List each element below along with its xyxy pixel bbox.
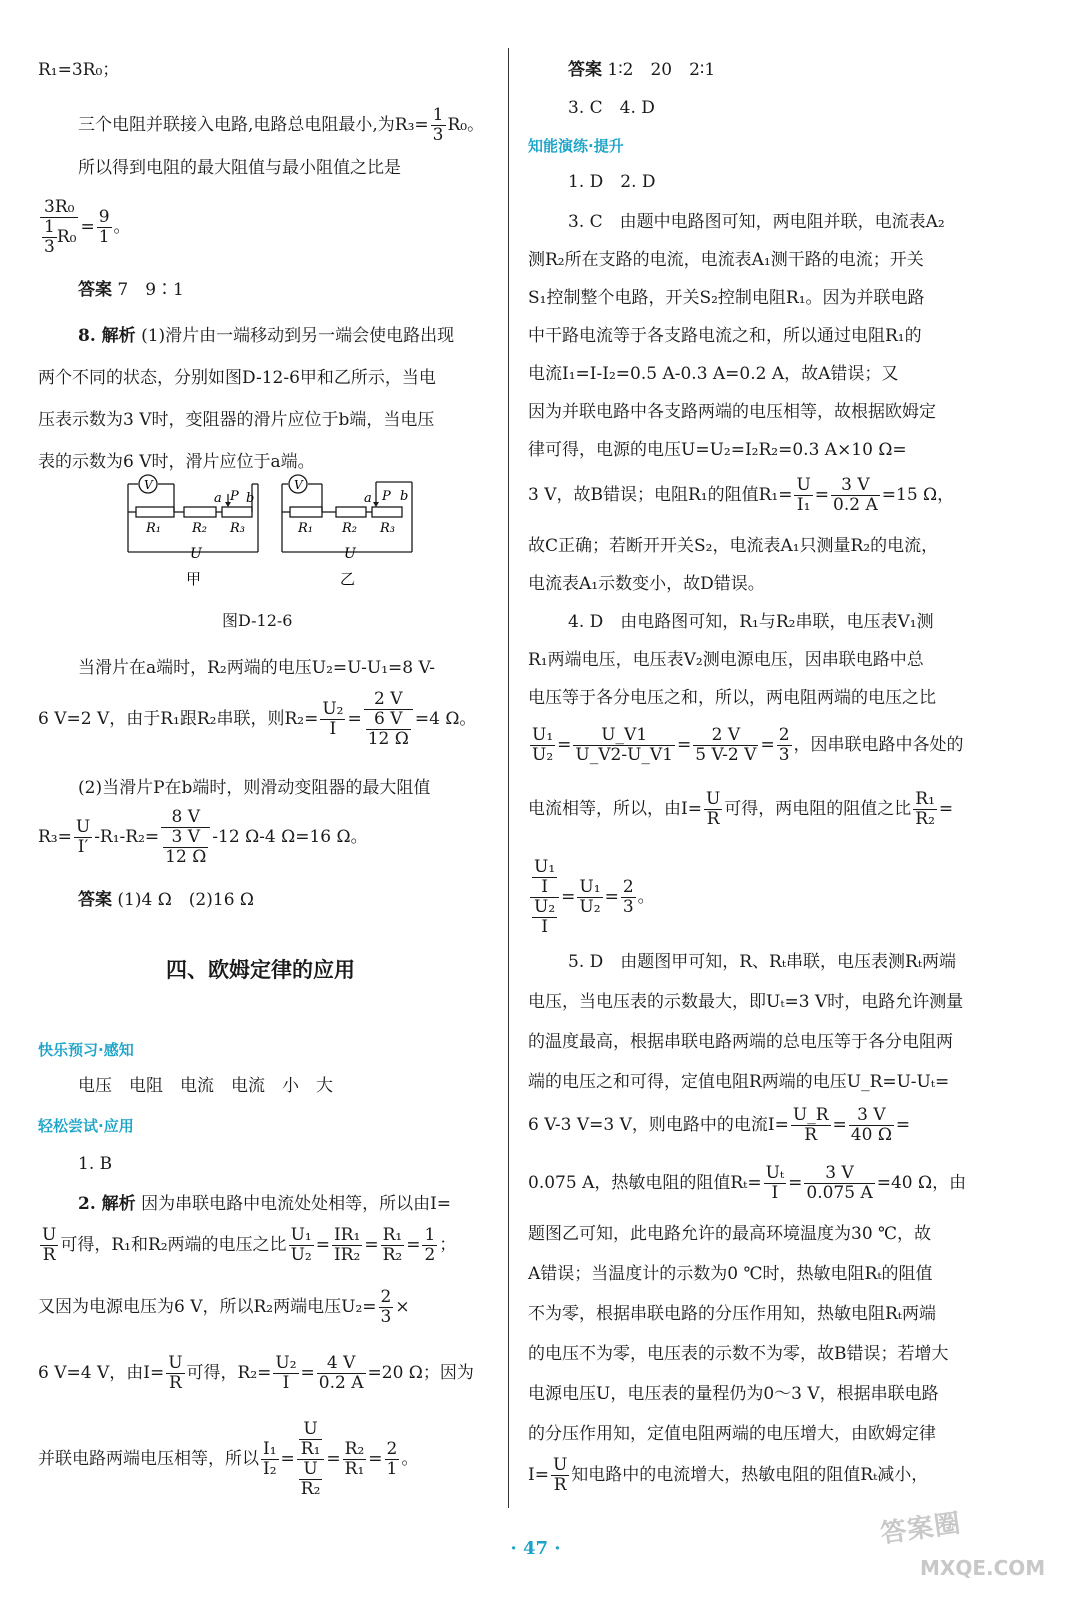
- svg-text:乙: 乙: [340, 570, 356, 588]
- equation: 3 V，故B错误；电阻R₁的阻值R₁= $\frac{U}{\text{I₁}}$ = $\frac{3 V}{0.2 A}$ =15 Ω，: [528, 475, 955, 515]
- fraction: 3R₀ $\frac{1}{3}$ R₀: [40, 198, 78, 257]
- svg-text:甲: 甲: [186, 570, 202, 588]
- text-line: 5. D 由题图甲可知，R、Rₜ串联，电压表测Rₜ两端: [568, 952, 957, 972]
- text-line: 的温度最高，根据串联电路两端的总电压等于各分电阻两: [528, 1032, 953, 1052]
- equation: $\frac{U}{R}$ 可得，R₁和R₂两端的电压之比 $\frac{\text{U₁}}{\text{U₂}}$ = $\frac{\text{IR₁}}{\text{IR₂}}$ = $\frac{\text{R₁}}{\text{R₂}}$ = $\frac{1}{2}$ ；: [42, 1225, 457, 1265]
- text-line: 3. C 由题中电路图可知，两电阻并联，电流表A₂: [568, 212, 945, 232]
- answer-line: 答案 7 9∶1: [78, 280, 184, 300]
- circuit-diagram-yi: [272, 464, 422, 594]
- answer-line: 答案 1∶2 20 2∶1: [568, 60, 716, 80]
- text-line: 律可得，电源的电压U=U₂=I₂R₂=0.3 A×10 Ω=: [528, 440, 907, 460]
- section-heading: 轻松尝试·应用: [38, 1117, 134, 1135]
- circuit-diagram-jia: [118, 464, 268, 594]
- text-line: 表的示数为6 V时，滑片应位于a端。: [38, 452, 315, 472]
- section-title: 四、欧姆定律的应用: [166, 958, 355, 982]
- text-line: R₁两端电压，电压表V₂测电源电压，因串联电路中总: [528, 650, 924, 670]
- text-line: 4. D 由电路图可知，R₁与R₂串联，电压表V₁测: [568, 612, 934, 632]
- svg-text:U: U: [344, 546, 356, 562]
- text-line: 电压 电阻 电流 电流 小 大: [78, 1076, 333, 1096]
- equation: 0.075 A，热敏电阻的阻值Rₜ= $\frac{\text{Uₜ}}{I}$ = $\frac{3 V}{0.075 A}$ =40 Ω，由: [528, 1163, 967, 1203]
- svg-text:P: P: [382, 489, 391, 504]
- text-line: 压表示数为3 V时，变阻器的滑片应位于b端，当电压: [38, 410, 435, 430]
- equation: 6 V-3 V=3 V，则电路中的电流I= $\frac{U\_R}{R}$ = $\frac{3 V}{40 \Omega}$ =: [528, 1105, 911, 1145]
- text-line: 因为并联电路中各支路两端的电压相等，故根据欧姆定: [528, 402, 936, 422]
- text-line: 题图乙可知，此电路允许的最高环境温度为30 ℃，故: [528, 1224, 932, 1244]
- column-divider: [508, 48, 509, 1508]
- fraction: $\frac{9}{1}$: [98, 207, 110, 247]
- equation: 6 V=2 V，由于R₁跟R₂串联，则R₂= $\frac{\text{U₂}}{I}$ = $\frac{2 V}{\frac{6 V}{12 \Omega}}$ =4 Ω。: [38, 689, 477, 749]
- page-number: · 47 ·: [510, 1538, 561, 1559]
- equation: 3R₀ $\frac{1}{3}$ R₀ = $\frac{9}{1}$ 。: [38, 198, 131, 257]
- svg-text:U: U: [190, 546, 202, 562]
- watermark-url: MXQE.COM: [920, 1556, 1046, 1580]
- text-line: (2)当滑片P在b端时，则滑动变阻器的最大阻值: [78, 778, 431, 798]
- text-line: 两个不同的状态，分别如图D-12-6甲和乙所示，当电: [38, 368, 436, 388]
- svg-text:R₁: R₁: [146, 521, 161, 536]
- text-line: 当滑片在a端时，R₂两端的电压U₂=U-U₁=8 V-: [78, 658, 435, 678]
- svg-text:R₃: R₃: [380, 521, 395, 536]
- svg-text:V: V: [294, 478, 303, 492]
- text-line: 电流I₁=I-I₂=0.5 A-0.3 A=0.2 A，故A错误；又: [528, 364, 899, 384]
- text-line: 电源电压U，电压表的量程仍为0～3 V，根据串联电路: [528, 1384, 939, 1404]
- figure-caption: 图D-12-6: [222, 611, 293, 630]
- text-line: S₁控制整个电路，开关S₂控制电阻R₁。因为并联电路: [528, 288, 925, 308]
- text-line: 三个电阻并联接入电路,电路总电阻最小,为R₃= $\frac{1}{3}$ R₀。: [78, 105, 485, 145]
- equation: 电流相等，所以，由I= $\frac{U}{R}$ 可得，两电阻的阻值之比 $\frac{\text{R₁}}{\text{R₂}}$ =: [528, 789, 954, 829]
- section-heading: 快乐预习·感知: [38, 1041, 134, 1059]
- equation: $\frac{\text{U₁}}{\text{U₂}}$ = $\frac{U\_V1}{U\_V2-U\_V1}$ = $\frac{2 V}{5 V-2 V}$ = $\frac{2}{3}$ ，因串联电路中各处的: [532, 725, 964, 765]
- text-line: 故C正确；若断开开关S₂，电流表A₁只测量R₂的电流，: [528, 536, 939, 556]
- text-line: A错误；当温度计的示数为0 ℃时，热敏电阻Rₜ的阻值: [528, 1264, 933, 1284]
- text-line: 电压，当电压表的示数最大，即Uₜ=3 V时，电路允许测量: [528, 992, 964, 1012]
- equation: 又因为电源电压为6 V，所以R₂两端电压U₂= $\frac{2}{3}$ ×: [38, 1287, 410, 1327]
- fraction: $\frac{1}{3}$: [432, 105, 444, 145]
- svg-text:b: b: [400, 489, 409, 504]
- text-line: 的电压不为零，电压表的示数不为零，故B错误；若增大: [528, 1344, 949, 1364]
- text-line: 1. D 2. D: [568, 172, 656, 192]
- text-line: 电流表A₁示数变小，故D错误。: [528, 574, 765, 594]
- svg-text:a: a: [214, 491, 222, 506]
- text-line: 1. B: [78, 1154, 113, 1174]
- section-heading: 知能演练·提升: [528, 137, 624, 155]
- svg-text:V: V: [144, 478, 153, 492]
- text-line: 不为零，根据串联电路的分压作用知，热敏电阻Rₜ两端: [528, 1304, 936, 1324]
- svg-text:R₂: R₂: [342, 521, 357, 536]
- svg-text:P: P: [230, 489, 239, 504]
- svg-text:R₁: R₁: [298, 521, 313, 536]
- text-line: 的分压作用知，定值电阻两端的电压增大，由欧姆定律: [528, 1424, 936, 1444]
- svg-text:R₂: R₂: [192, 521, 207, 536]
- text-line: 2. 解析 因为串联电路中电流处处相等，所以由I=: [78, 1194, 452, 1214]
- text-line: 电压等于各分电压之和，所以，两电阻两端的电压之比: [528, 688, 936, 708]
- svg-text:b: b: [246, 491, 255, 506]
- equation: R₃= $\frac{U}{I'}$ -R₁-R₂= $\frac{8 V}{\frac{3 V}{12 \Omega}}$ -12 Ω-4 Ω=16 Ω。: [38, 807, 368, 867]
- answer-line: 答案 (1)4 Ω (2)16 Ω: [78, 890, 255, 910]
- text-line: 中干路电流等于各支路电流之和，所以通过电阻R₁的: [528, 326, 922, 346]
- text-line: 测R₂所在支路的电流，电流表A₁测干路的电流；开关: [528, 250, 924, 270]
- text-line: 所以得到电阻的最大阻值与最小阻值之比是: [78, 158, 401, 178]
- watermark-logo: 答案圈: [878, 1508, 964, 1550]
- svg-text:a: a: [364, 491, 372, 506]
- text-line: 3. C 4. D: [568, 98, 655, 118]
- equation: I= $\frac{U}{R}$ 知电路中的电流增大，热敏电阻的阻值Rₜ减小，: [528, 1455, 929, 1495]
- equation: 并联电路两端电压相等，所以 $\frac{\text{I₁}}{\text{I₂}}$ = $\frac{\frac{U}{\text{R₁}}}{\frac{U}{\text{R₂}}}$ = $\frac{\text{R₂}}{\text{R₁}}$ = $\frac{2}{1}$ 。: [38, 1419, 419, 1499]
- equation: $\frac{\frac{\text{U₁}}{I}}{\frac{\text{U₂}}{I}}$ = $\frac{\text{U₁}}{\text{U₂}}$ = $\frac{2}{3}$ 。: [528, 858, 655, 937]
- text-line: 端的电压之和可得，定值电阻R两端的电压U_R=U-Uₜ=: [528, 1072, 950, 1092]
- text-line: R₁=3R₀；: [38, 60, 120, 80]
- svg-text:R₃: R₃: [230, 521, 245, 536]
- text-line: 8. 解析 (1)滑片由一端移动到另一端会使电路出现: [78, 326, 455, 346]
- equation: 6 V=4 V，由I= $\frac{U}{R}$ 可得，R₂= $\frac{\text{U₂}}{I}$ = $\frac{4 V}{0.2 A}$ =20 Ω；因为: [38, 1353, 474, 1393]
